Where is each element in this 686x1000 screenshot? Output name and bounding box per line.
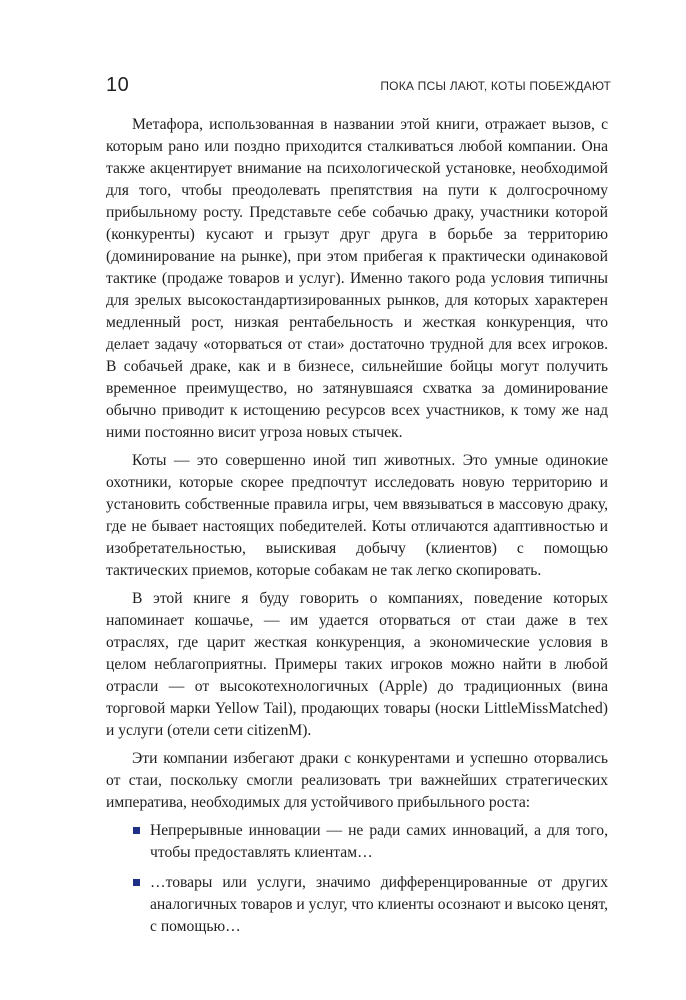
page-number: 10 (106, 74, 130, 96)
body-text (106, 114, 608, 946)
running-header-title: ПОКА ПСЫ ЛАЮТ, КОТЫ ПОБЕЖДАЮТ (380, 79, 611, 93)
square-bullet-icon (133, 827, 140, 834)
paragraph-metaphor: Метафора, использованная в названии этой книги, отражает вызов, с которым рано или поздно приходится сталкиваться любой компании. Она также акцентирует внимание на психологической установке, необходимой для того, чтобы преодолевать препятствия на пути к долгосрочному прибыльному росту. Представьте себе собачью драку, участники которой (конкуренты) кусают и грызут друг друга в борьбе за территорию (доминирование на рынке), при этом прибегая к практически одинаковой тактике (продаже товаров и услуг). Именно такого рода условия типичны для зрелых высокостандартизированных рынков, для которых характерен медленный рост, низкая рентабельность и жесткая конкуренция, что делает задачу «оторваться от стаи» достаточно трудной для всех игроков. В собачьей драке, как и в бизнесе, сильнейшие бойцы могут получить временное преимущество, но затянувшаяся схватка за доминирование обычно приводит к истощению ресурсов всех участников, к тому же над ними постоянно висит угроза новых стычек. (106, 116, 608, 441)
paragraph-companies: В этой книге я буду говорить о компаниях, поведение которых напоминает кошачье, — им удается оторваться от стаи даже в тех отраслях, где царит жесткая конкуренция, а экономические условия в целом неблагоприятны. Примеры таких игроков можно найти в любой отрасли — от высокотехнологичных (Apple) до традиционных (вина торговой марки Yellow Tail), продающих товары (носки LittleMissMatched) и услуги (отели сети citizenM). (106, 590, 608, 739)
bullet-text: …товары или услуги, значимо дифференцированные от других аналогичных товаров и услуг, что клиенты осознают и высоко ценят, с помощью… (150, 874, 608, 935)
list-item (106, 872, 608, 938)
paragraph-cats: Коты — это совершенно иной тип животных. Это умные одинокие охотники, которые скорее предпочтут исследовать новую территорию и установить собственные правила игры, чем ввязываться в массовую драку, где не бывает настоящих победителей. Коты отличаются адаптивностью и изобретательностью, выискивая добычу (клиентов) с помощью тактических приемов, которые собакам не так легко скопировать. (106, 452, 608, 579)
square-bullet-icon (133, 879, 140, 886)
paragraph-imperatives: Эти компании избегают драки с конкурентами и успешно оторвались от стаи, поскольку смогли реализовать три важнейших стратегических императива, необходимых для устойчивого прибыльного роста: (106, 750, 608, 811)
bullet-text: Непрерывные инновации — не ради самих инноваций, а для того, чтобы предоставлять клиентам… (150, 822, 608, 861)
list-item (106, 820, 608, 864)
imperatives-list (106, 820, 608, 938)
